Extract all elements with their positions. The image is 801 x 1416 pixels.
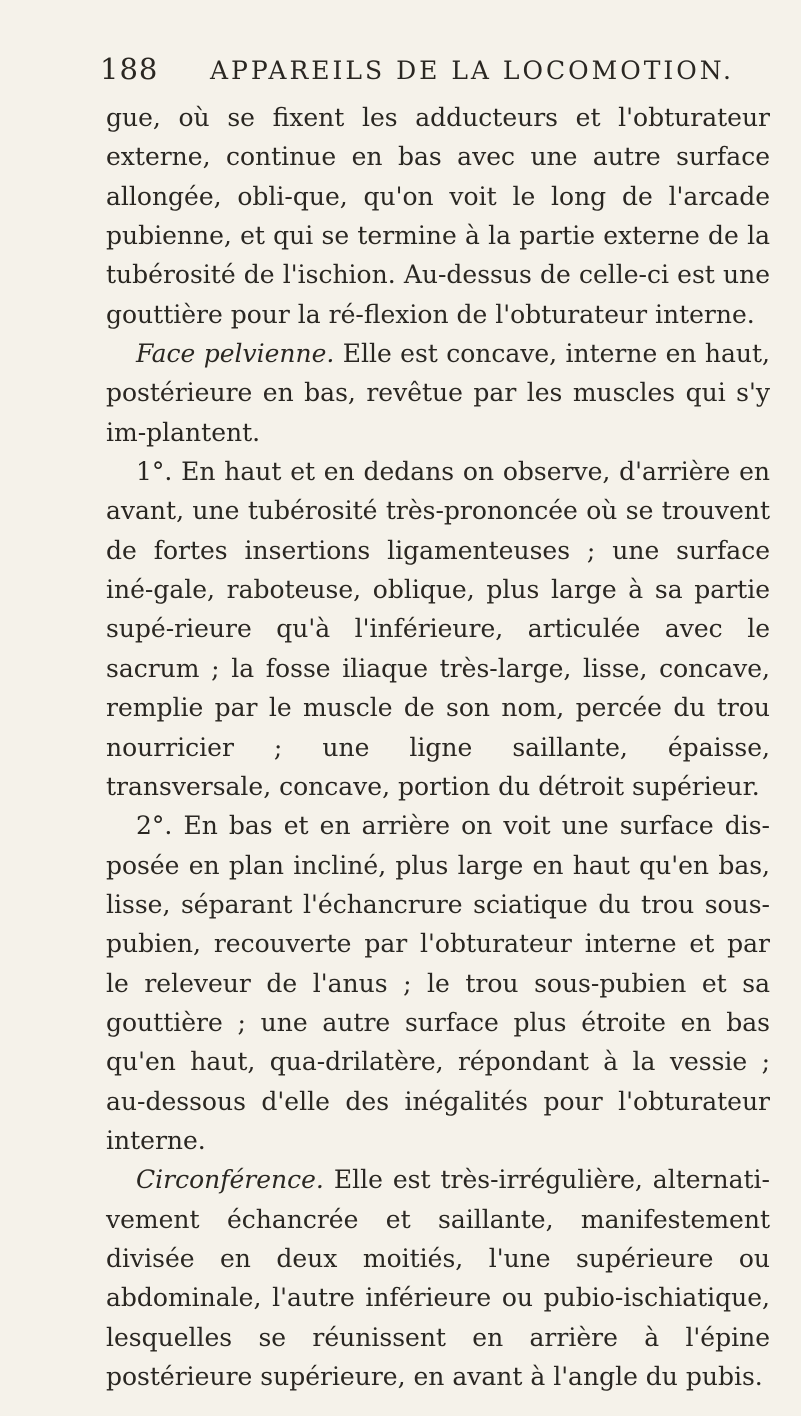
paragraph-1: gue, où se fixent les adducteurs et l'obturateur externe, continue en bas avec une autre surface allongée, obli-que, qu'on voit le long de l'arcade pubienne, et qui se termine à la partie externe de la tubérosité de l'ischion. Au-dessus de celle-ci est une gouttière pour la ré-flexion de l'obturateur interne. [106, 103, 770, 329]
page-number: 188 [100, 52, 159, 86]
heading-circonference: Circonférence. [136, 1165, 324, 1195]
body-text [106, 98, 770, 1396]
page-header [100, 52, 760, 92]
paragraph-5-text: Elle est très-irrégulière, alternati-vement échancrée et saillante, manifestement divisée en deux moitiés, l'une supérieure ou abdominale, l'autre inférieure ou pubio-ischiatique, lesquelles se réunissent en arrière à l'épine postérieure supérieure, en avant à l'angle du pubis. [106, 1165, 770, 1391]
paragraph-circonference [106, 1160, 770, 1396]
running-title: APPAREILS DE LA LOCOMOTION. [210, 56, 735, 85]
paragraph-3: 1°. En haut et en dedans on observe, d'arrière en avant, une tubérosité très-prononcée où se trouvent de fortes insertions ligamenteuses ; une surface iné-gale, raboteuse, oblique, plus large à sa partie supé-rieure qu'à l'inférieure, articulée avec le sacrum ; la fosse iliaque très-large, lisse, concave, remplie par le muscle de son nom, percée du trou nourricier ; une ligne saillante, épaisse, transversale, concave, portion du détroit supérieur. [106, 457, 770, 801]
heading-face-pelvienne: Face pelvienne. [136, 339, 335, 369]
paragraph-4: 2°. En bas et en arrière on voit une surface dis-posée en plan incliné, plus large en haut qu'en bas, lisse, séparant l'échancrure sciatique du trou sous-pubien, recouverte par l'obturateur interne et par le releveur de l'anus ; le trou sous-pubien et sa gouttière ; une autre surface plus étroite en bas qu'en haut, qua-drilatère, répondant à la vessie ; au-dessous d'elle des inégalités pour l'obturateur interne. [106, 811, 770, 1155]
paragraph-2-text: Elle est concave, interne en haut, postérieure en bas, revêtue par les muscles qui s'y im-plantent. [106, 339, 770, 447]
paragraph-face-pelvienne [106, 334, 770, 452]
